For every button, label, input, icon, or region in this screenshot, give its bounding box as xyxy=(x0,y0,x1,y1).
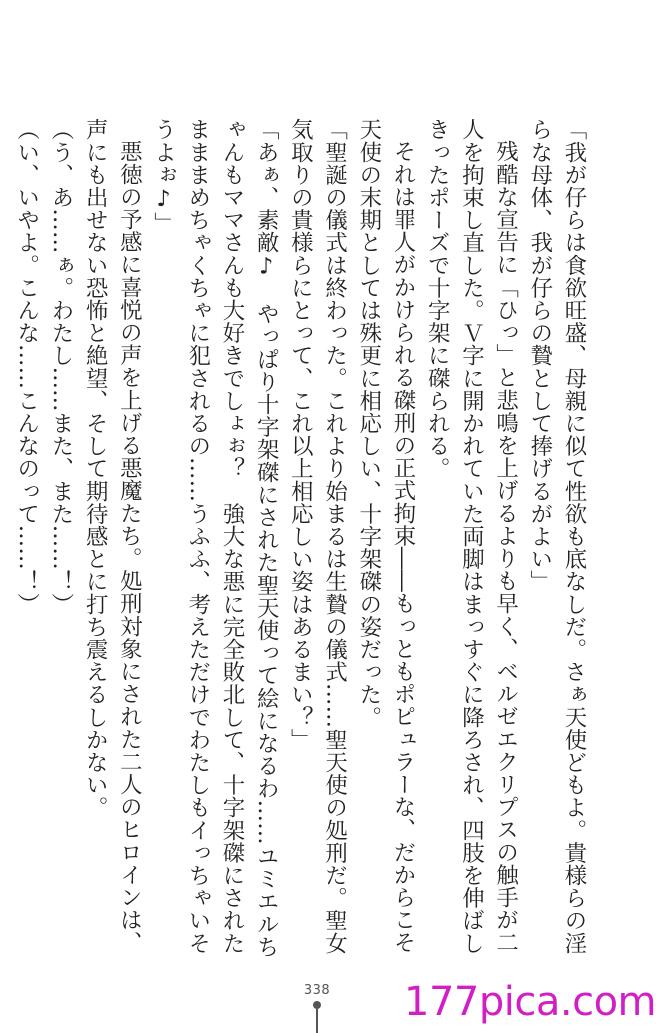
paragraph-2: 残酷な宣告に「ひっ」と悲鳴を上げるよりも早く、ベルゼエクリプスの触手が二人を拘束し直した。Ｖ字に開かれていた両脚はまっすぐに降ろされ、四肢を伸ばしきったポーズで十字架に磔られる。 xyxy=(424,118,519,955)
paragraph-4: 「聖誕の儀式は終わった。これより始まるは生贄の儀式……聖天使の処刑だ。聖女気取りの貴様らにとって、これ以上相応しい姿はあるまい？」 xyxy=(287,118,348,955)
page-marker-icon xyxy=(313,1001,321,1033)
paragraph-1: 「我が仔らは食欲旺盛、母親に似て性欲も底なしだ。さぁ天使どもよ。貴様らの淫らな母体、我が仔らの贄として捧げるがよい」 xyxy=(526,118,587,955)
site-watermark: 177pica.com xyxy=(404,979,656,1025)
paragraph-6: 悪徳の予感に喜悦の声を上げる悪魔たち。処刑対象にされた二人のヒロインは、声にも出せない恐怖と絶望、そして期待感とに打ち震えるしかない。 xyxy=(82,118,143,954)
paragraph-7: （う、あ……ぁ。わたし……また、また……！） xyxy=(47,118,74,616)
page-number: 338 xyxy=(303,983,331,998)
paragraph-8: （い、いやよ。こんな……こんなのって……！） xyxy=(13,118,40,616)
paragraph-5: 「あぁ、素敵♪ やっぱり十字架磔にされた聖天使って絵になるわ……ユミエルちゃんもママさんも大好きでしょぉ？ 強大な悪に完全敗北して、十字架磔にされたまままめちゃくちゃに犯されるの……うふふ、考えただけでわたしもイっちゃいそうよぉ♪」 xyxy=(150,118,280,958)
paragraph-3: それは罪人がかけられる磔刑の正式拘束――もっともポピュラーな、だからこそ天使の末期としては殊更に相応しい、十字架磔の姿だった。 xyxy=(355,118,416,954)
vertical-text-body xyxy=(13,118,591,958)
